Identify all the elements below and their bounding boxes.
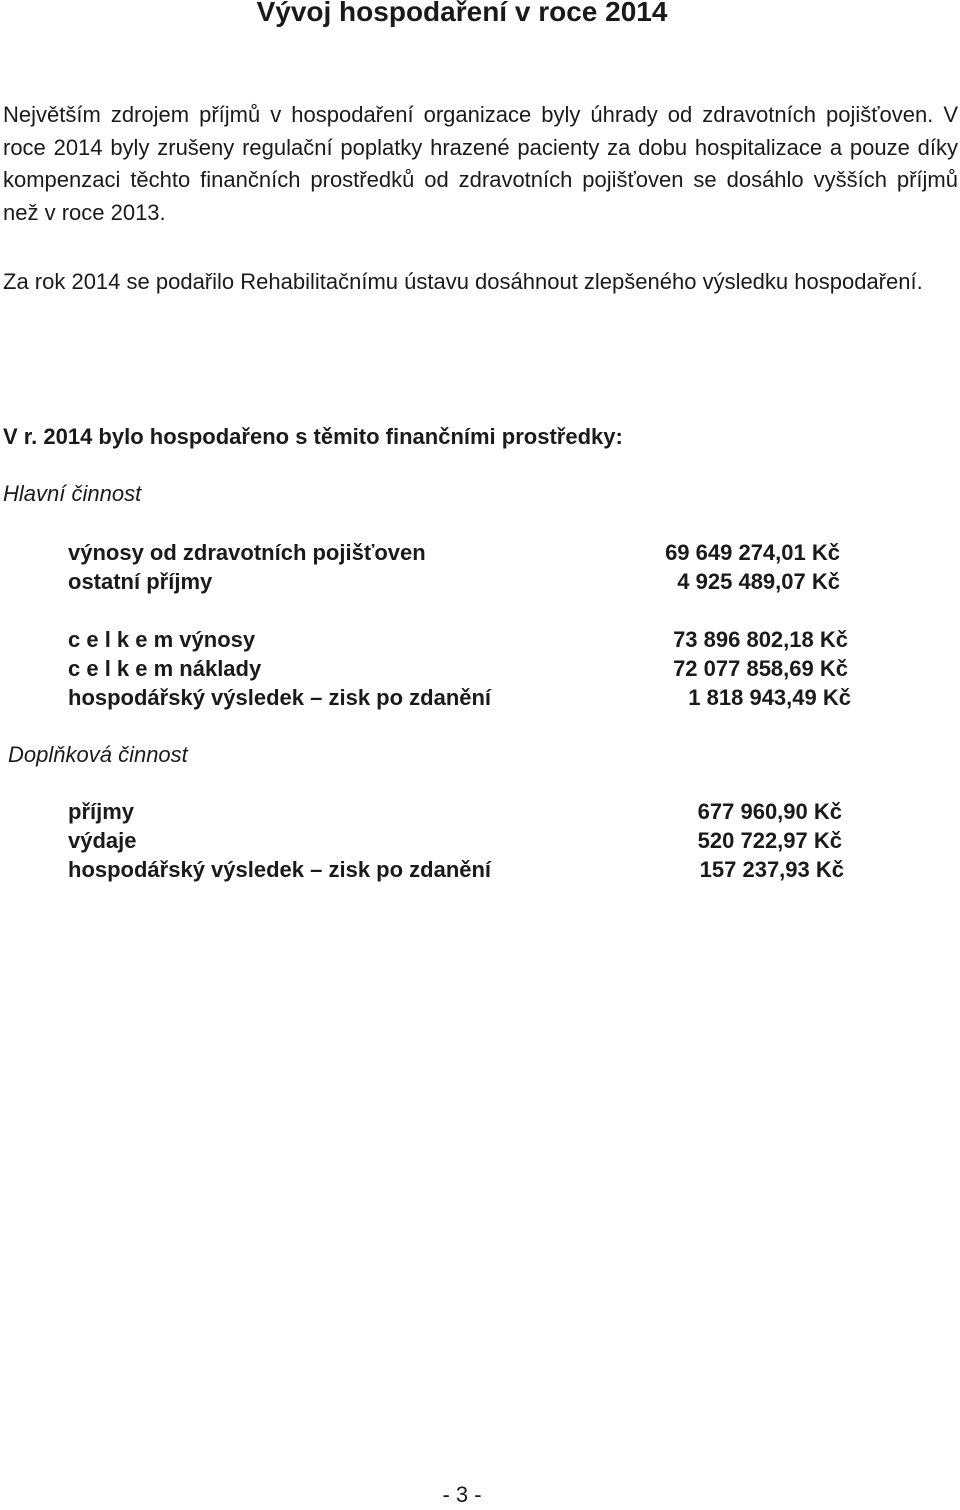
finance-row [68,855,868,885]
finance-row [68,625,868,655]
finance-row [68,683,868,713]
page-title: Vývoj hospodaření v roce 2014 [256,0,668,27]
row-label: c e l k e m náklady [68,656,262,681]
row-value: 69 649 274,01 Kč [665,540,840,565]
row-value: 157 237,93 Kč [699,857,844,882]
row-label: c e l k e m výnosy [68,627,256,652]
row-label: hospodářský výsledek – zisk po zdanění [68,857,492,882]
main-activity-title: Hlavní činnost [3,481,142,506]
result-paragraph: Za rok 2014 se podařilo Rehabilitačnímu ústavu dosáhnout zlepšeného výsledku hospodaření. [3,269,923,294]
finance-row [68,826,868,856]
row-label: hospodářský výsledek – zisk po zdanění [68,685,492,710]
row-label: ostatní příjmy [68,569,213,594]
finance-row [68,567,868,597]
row-value: 4 925 489,07 Kč [677,569,840,594]
row-label: výdaje [68,828,137,853]
page-number: - 3 - [442,1482,482,1507]
row-value: 520 722,97 Kč [697,828,842,853]
row-value: 677 960,90 Kč [697,799,842,824]
finance-row [68,654,868,684]
row-label: výnosy od zdravotních pojišťoven [68,540,426,565]
secondary-activity-title: Doplňková činnost [8,742,188,767]
row-value: 72 077 858,69 Kč [673,656,848,681]
finance-heading: V r. 2014 bylo hospodařeno s těmito finančními prostředky: [3,424,623,449]
intro-paragraph: Největším zdrojem příjmů v hospodaření organizace byly úhrady od zdravotních pojišťoven. V roce 2014 byly zrušeny regulační poplatky hrazené pacienty za dobu hospitalizace a pouze díky kompenzaci těchto finančních prostředků od zdravotních pojišťoven se dosáhlo vyšších příjmů než v roce 2013. [3,102,958,225]
row-value: 73 896 802,18 Kč [673,627,848,652]
finance-row [68,797,868,827]
row-value: 1 818 943,49 Kč [688,685,851,710]
row-label: příjmy [68,799,135,824]
finance-row [68,538,868,568]
